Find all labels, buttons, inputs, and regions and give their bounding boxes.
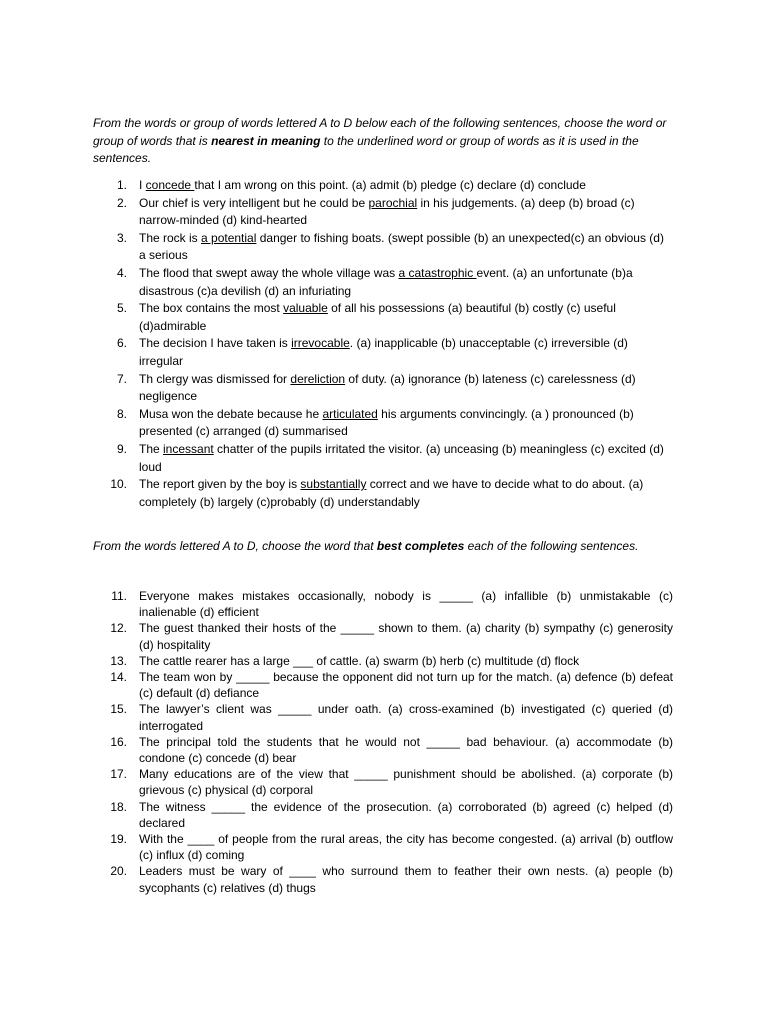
question-item	[93, 265, 673, 300]
question-text-before: The box contains the most	[139, 301, 284, 316]
question-text-after: . (a) inapplicable (b) unacceptable (c) irreversible (d) irregular	[139, 336, 628, 368]
question-text	[139, 231, 664, 263]
question-number: 11.	[111, 589, 127, 603]
question-text-after: that I am wrong on this point. (a) admit (b) pledge (c) declare (d) conclude	[194, 178, 586, 192]
question-text	[139, 372, 636, 404]
question-text-after: chatter of the pupils irritated the visitor. (a) unceasing (b) meaningless (c) excited (d) loud	[139, 441, 664, 474]
question-text-after: event. (a) an unfortunate (b)a disastrous (c)a devilish (d) an infuriating	[139, 265, 633, 298]
question-number: 5.	[116, 301, 127, 316]
underlined-word: a potential	[201, 230, 257, 245]
question-item	[93, 734, 673, 766]
question-item	[93, 620, 673, 652]
question-item	[93, 300, 673, 335]
question-number: 14.	[110, 670, 127, 685]
question-item	[93, 863, 673, 895]
question-text-before: The report given by the boy is	[139, 477, 301, 492]
question-text	[139, 196, 635, 228]
question-item	[93, 799, 673, 831]
question-item	[93, 669, 673, 701]
question-item	[93, 230, 673, 265]
question-item	[93, 371, 673, 406]
question-number: 12.	[110, 621, 127, 636]
section1-question-list	[93, 177, 673, 511]
question-number: 6.	[116, 336, 127, 351]
question-number: 4.	[116, 265, 127, 280]
question-item	[93, 406, 673, 441]
question-text: The witness _____ the evidence of the prosecution. (a) corroborated (b) agreed (c) helped (d) declared	[139, 799, 673, 830]
question-text-before: Our chief is very intelligent but he could be	[139, 195, 369, 210]
question-text: The lawyer’s client was _____ under oath. (a) cross-examined (b) investigated (c) queried (d) interrogated	[139, 702, 673, 733]
instruction-emphasis: nearest in meaning	[211, 133, 321, 148]
question-number: 9.	[116, 441, 127, 456]
question-text	[139, 477, 643, 509]
question-text-before: The decision I have taken is	[139, 336, 292, 351]
underlined-word: substantially	[300, 477, 367, 492]
question-text: The cattle rearer has a large ___ of cattle. (a) swarm (b) herb (c) multitude (d) flock	[139, 653, 580, 668]
question-number: 20.	[110, 864, 127, 879]
question-text	[139, 442, 664, 474]
question-text-after: danger to fishing boats. (swept possible (b) an unexpected(c) an obvious (d) a serious	[139, 230, 664, 263]
question-text-after: correct and we have to decide what to do about. (a) completely (b) largely (c)probably (d) understandably	[139, 477, 644, 509]
underlined-word: concede	[145, 178, 195, 192]
question-text-before: Th clergy was dismissed for	[139, 371, 291, 386]
question-text-after: of all his possessions (a) beautiful (b) costly (c) useful (d)admirable	[139, 301, 616, 333]
question-number: 10.	[110, 477, 127, 492]
question-text	[139, 301, 616, 333]
question-item	[93, 766, 673, 798]
question-number: 1.	[116, 178, 127, 192]
question-text-before: Musa won the debate because he	[139, 406, 323, 421]
section1-instruction	[93, 115, 668, 168]
question-text-before: I	[139, 178, 146, 192]
question-item	[93, 195, 673, 230]
question-text: The guest thanked their hosts of the _____ shown to them. (a) charity (b) sympathy (c) generosity (d) hospitality	[139, 621, 673, 652]
question-item	[93, 831, 673, 863]
question-number: 7.	[116, 371, 127, 386]
question-number: 16.	[110, 734, 127, 749]
instruction-text: From the words or group of words lettered A to D below each of the following sentences, choose the word or group of words that is	[93, 116, 667, 148]
question-item	[93, 335, 673, 370]
underlined-word: valuable	[283, 301, 328, 316]
underlined-word: incessant	[163, 441, 214, 456]
question-text-before: The	[139, 441, 164, 456]
question-text-before: The rock is	[139, 230, 202, 245]
question-text-after: of duty. (a) ignorance (b) lateness (c) carelessness (d) negligence	[139, 371, 636, 404]
question-text: Everyone makes mistakes occasionally, nobody is _____ (a) infallible (b) unmistakable (c) inalienable (d) efficient	[139, 589, 673, 620]
question-number: 8.	[116, 406, 127, 421]
question-text: Leaders must be wary of ____ who surround them to feather their own nests. (a) people (b) sycophants (c) relatives (d) thugs	[139, 864, 673, 895]
underlined-word: a catastrophic	[398, 265, 477, 280]
instruction-text: each of the following sentences.	[464, 539, 639, 553]
question-item	[93, 476, 673, 511]
question-text	[139, 266, 633, 298]
section2-instruction	[93, 538, 668, 556]
question-item	[93, 701, 673, 733]
question-number: 13.	[110, 653, 127, 668]
question-item	[93, 441, 673, 476]
question-item	[93, 653, 673, 669]
question-text: Many educations are of the view that _____ punishment should be abolished. (a) corporate (b) grievous (c) physical (d) corporal	[139, 767, 673, 798]
question-text-after: his arguments convincingly. (a ) pronounced (b) presented (c) arranged (d) summarised	[139, 406, 634, 439]
question-number: 15.	[110, 702, 127, 717]
question-item	[93, 588, 673, 620]
instruction-text: to the underlined word or group of words as it is used in the sentences.	[93, 133, 639, 165]
question-text-before: The flood that swept away the whole village was	[139, 265, 399, 280]
underlined-word: parochial	[368, 195, 418, 210]
instruction-text: From the words lettered A to D, choose the word that	[93, 539, 377, 553]
question-text: The team won by _____ because the opponent did not turn up for the match. (a) defence (b) defeat (c) default (d) defiance	[139, 670, 673, 701]
question-number: 2.	[116, 195, 127, 210]
underlined-word: irrevocable	[291, 336, 350, 351]
question-text: With the ____ of people from the rural areas, the city has become congested. (a) arrival (b) outflow (c) influx (d) coming	[139, 832, 673, 863]
question-text: The principal told the students that he would not _____ bad behaviour. (a) accommodate (b) condone (c) concede (d) bear	[139, 734, 673, 766]
question-text-after: in his judgements. (a) deep (b) broad (c) narrow-minded (d) kind-hearted	[139, 195, 635, 228]
instruction-emphasis: best completes	[376, 539, 465, 553]
question-item	[93, 177, 673, 195]
underlined-word: dereliction	[290, 371, 346, 386]
question-number: 19.	[110, 832, 127, 847]
question-text	[139, 178, 586, 192]
question-text	[139, 336, 628, 368]
question-number: 18.	[110, 799, 127, 814]
question-text	[139, 407, 634, 439]
section2-question-list	[93, 588, 673, 896]
question-number: 17.	[110, 767, 127, 782]
question-number: 3.	[116, 230, 127, 245]
underlined-word: articulated	[322, 406, 378, 421]
